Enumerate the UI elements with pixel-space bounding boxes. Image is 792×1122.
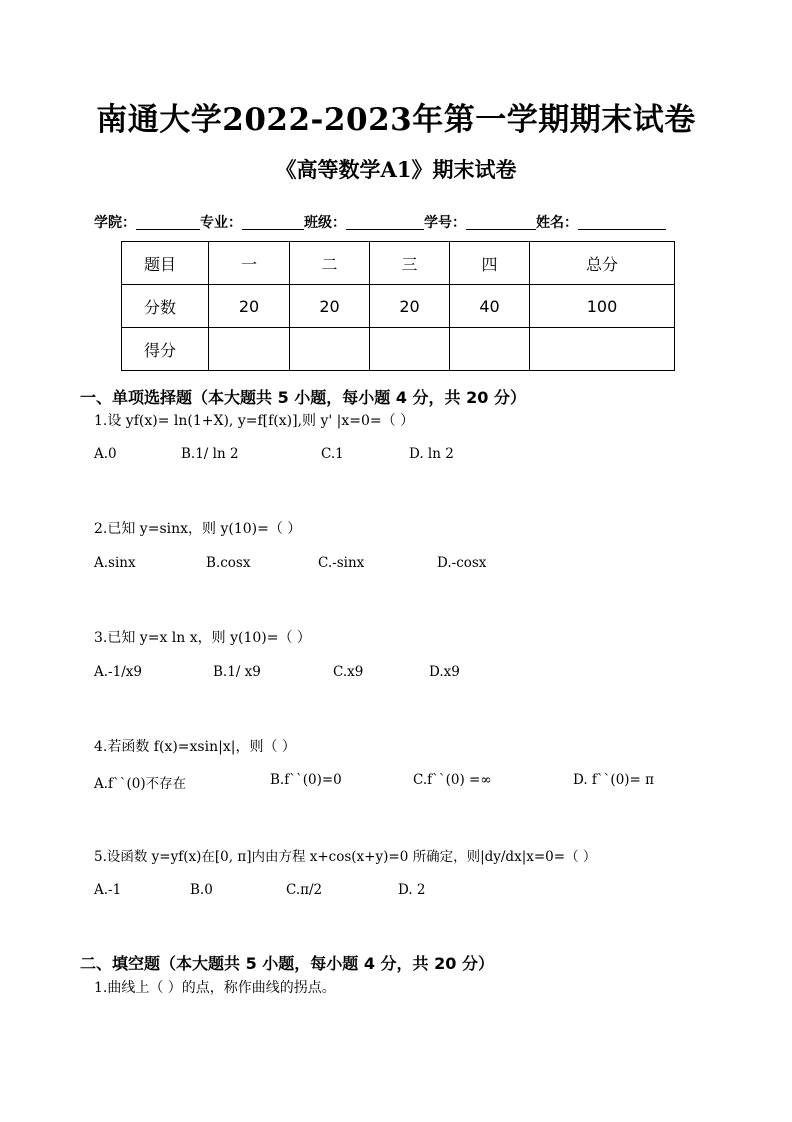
option-b: B.f``(0)=0 xyxy=(270,772,342,788)
question-2: 2.已知 y=sinx，则 y(10)=（ ） xyxy=(94,521,302,537)
question-4: 4.若函数 f(x)=xsin|x|，则（ ） xyxy=(94,739,296,755)
option-c: C.f``(0) =∞ xyxy=(413,772,492,788)
option-a: A.-1 xyxy=(94,882,122,898)
option-d: D. ln 2 xyxy=(409,446,454,462)
table-cell: 总分 xyxy=(530,242,675,285)
college-label: 学院： xyxy=(94,215,136,231)
major-blank[interactable] xyxy=(242,214,304,230)
table-cell: 20 xyxy=(370,285,450,328)
table-cell: 分数 xyxy=(122,285,209,328)
option-c: C.1 xyxy=(321,446,344,462)
option-d: D.x9 xyxy=(429,664,460,680)
exam-title: 南通大学2022-2023年第一学期期末试卷 xyxy=(96,102,696,138)
earned-score-cell[interactable] xyxy=(530,328,675,371)
fill-question-1: 1.曲线上（ ）的点，称作曲线的拐点。 xyxy=(94,980,336,996)
table-cell: 20 xyxy=(209,285,290,328)
table-cell: 得分 xyxy=(122,328,209,371)
option-a: A.-1/x9 xyxy=(94,664,142,680)
option-d: D. f``(0)= π xyxy=(573,772,655,788)
option-b: B.1/ x9 xyxy=(213,664,261,680)
student-id-blank[interactable] xyxy=(466,214,536,230)
option-b: B.0 xyxy=(190,882,213,898)
option-a: A.0 xyxy=(94,446,117,462)
table-cell: 100 xyxy=(530,285,675,328)
college-blank[interactable] xyxy=(136,214,200,230)
option-b: B.1/ ln 2 xyxy=(181,446,239,462)
table-cell: 三 xyxy=(370,242,450,285)
option-c: C.x9 xyxy=(333,664,364,680)
student-info-line xyxy=(94,212,666,232)
question-1: 1.设 yf(x)= ln(1+X), y=f[f(x)],则 y' |x=0=（ ） xyxy=(94,413,415,429)
name-label: 姓名： xyxy=(536,215,578,231)
score-table-header-row xyxy=(122,242,675,285)
name-blank[interactable] xyxy=(578,214,666,230)
score-table xyxy=(121,241,675,371)
option-c: C.-sinx xyxy=(318,555,365,571)
score-table-points-row xyxy=(122,285,675,328)
option-d: D. 2 xyxy=(398,882,426,898)
table-cell: 四 xyxy=(450,242,530,285)
question-5: 5.设函数 y=yf(x)在[0, π]内由方程 x+cos(x+y)=0 所确定，则|dy/dx|x=0=（ ） xyxy=(94,849,597,865)
earned-score-cell[interactable] xyxy=(209,328,290,371)
table-cell: 20 xyxy=(290,285,370,328)
major-label: 专业： xyxy=(200,215,242,231)
section1-heading: 一、单项选择题（本大题共 5 小题，每小题 4 分，共 20 分） xyxy=(80,388,526,407)
exam-subtitle: 《高等数学A1》期末试卷 xyxy=(275,157,517,182)
student-id-label: 学号： xyxy=(424,215,466,231)
option-a: A.sinx xyxy=(94,555,136,571)
score-table-earned-row xyxy=(122,328,675,371)
option-a: A.f``(0)不存在 xyxy=(94,776,187,792)
option-b: B.cosx xyxy=(206,555,251,571)
earned-score-cell[interactable] xyxy=(370,328,450,371)
question-3: 3.已知 y=x ln x，则 y(10)=（ ） xyxy=(94,630,311,646)
table-cell: 二 xyxy=(290,242,370,285)
table-cell: 一 xyxy=(209,242,290,285)
earned-score-cell[interactable] xyxy=(450,328,530,371)
earned-score-cell[interactable] xyxy=(290,328,370,371)
class-label: 班级： xyxy=(304,215,346,231)
table-cell: 题目 xyxy=(122,242,209,285)
option-c: C.π/2 xyxy=(286,882,323,898)
section2-heading: 二、填空题（本大题共 5 小题，每小题 4 分，共 20 分） xyxy=(80,954,494,973)
class-blank[interactable] xyxy=(346,214,424,230)
option-d: D.-cosx xyxy=(437,555,487,571)
table-cell: 40 xyxy=(450,285,530,328)
